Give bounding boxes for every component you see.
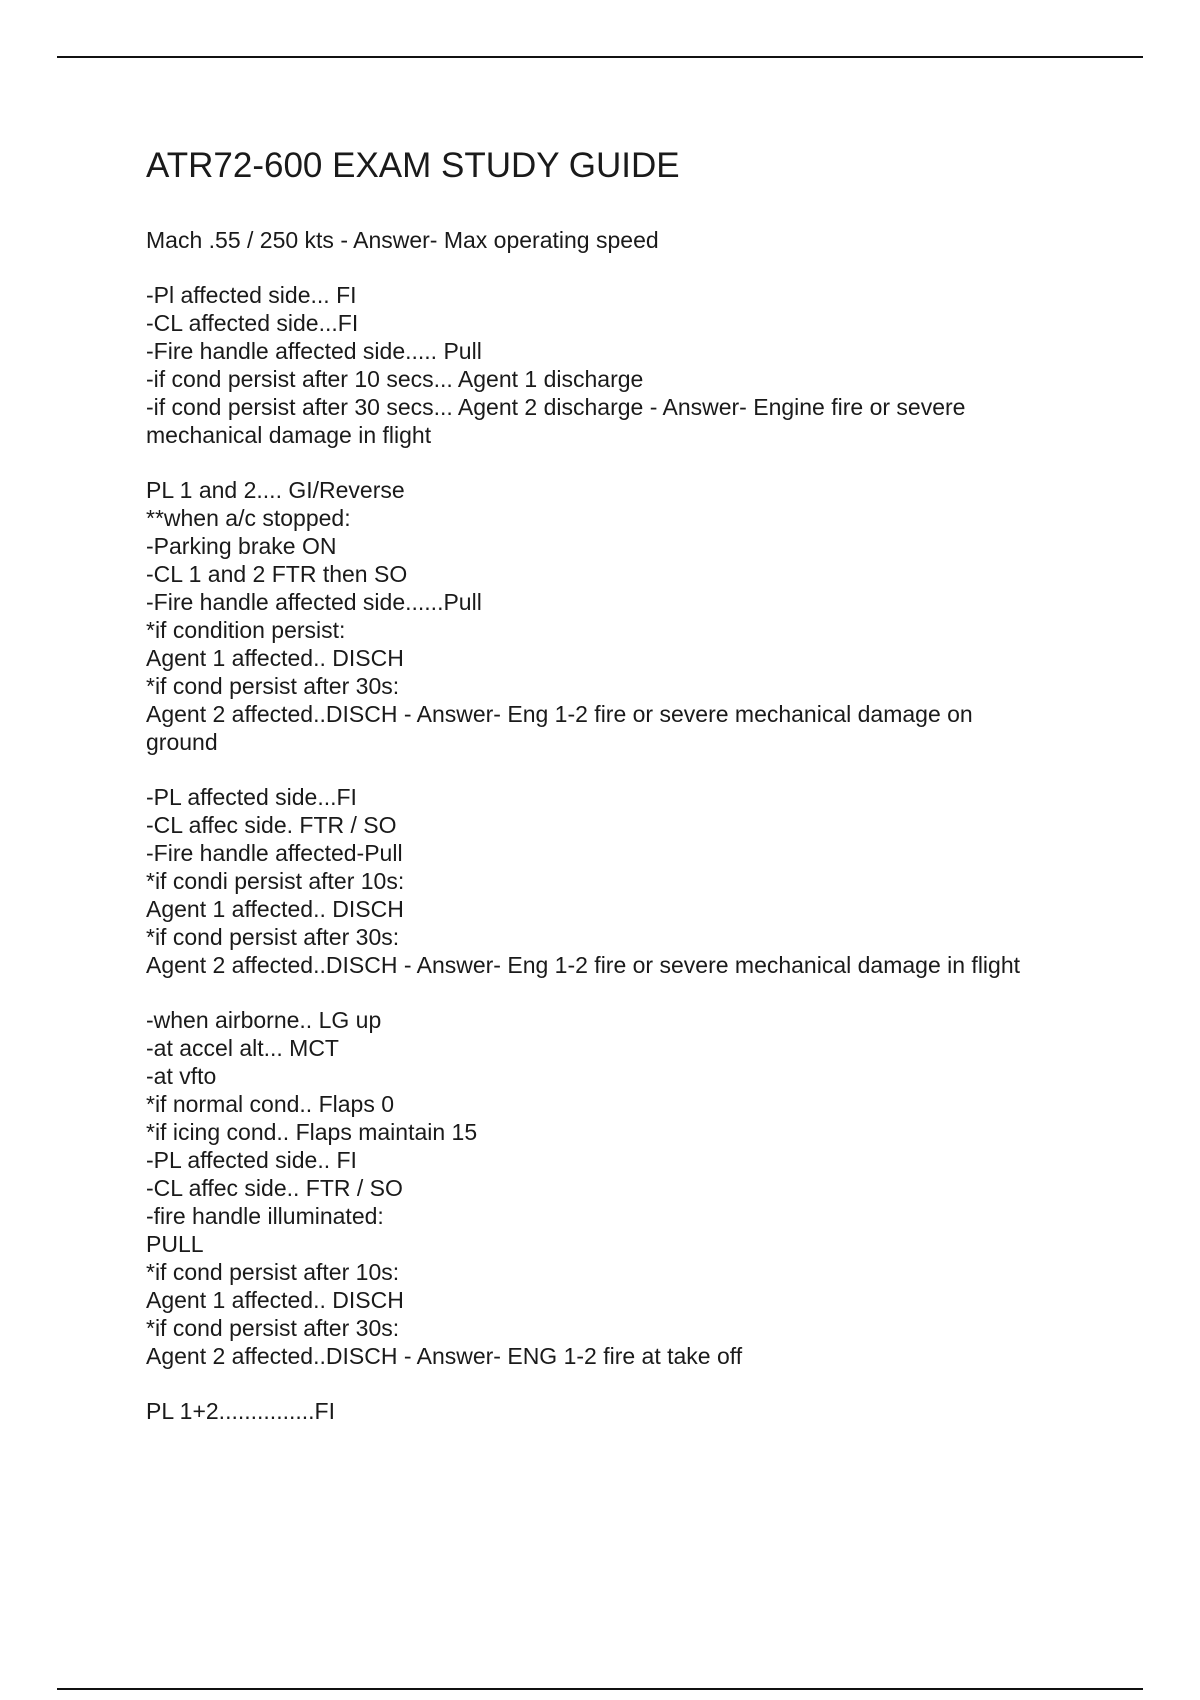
qa-block	[146, 281, 1096, 449]
qa-block	[146, 783, 1096, 979]
block-spacer	[146, 979, 1096, 1006]
text-line: *if cond persist after 30s:	[146, 673, 400, 699]
block-spacer	[146, 449, 1096, 476]
text-line: *if icing cond.. Flaps maintain 15	[146, 1119, 478, 1145]
qa-block	[146, 1397, 1096, 1425]
text-line: PULL	[146, 1231, 204, 1257]
text-line: mechanical damage in flight	[146, 422, 432, 448]
page-title: ATR72-600 EXAM STUDY GUIDE	[146, 146, 680, 185]
text-line: -CL affected side...FI	[146, 310, 359, 336]
top-divider	[57, 56, 1143, 58]
text-line: -when airborne.. LG up	[146, 1007, 382, 1033]
text-line: *if normal cond.. Flaps 0	[146, 1091, 395, 1117]
document-body	[146, 226, 1096, 1425]
text-line: PL 1+2...............FI	[146, 1398, 335, 1424]
qa-block	[146, 1006, 1096, 1370]
qa-block	[146, 476, 1096, 756]
text-line: -at accel alt... MCT	[146, 1035, 339, 1061]
text-line: -Fire handle affected side..... Pull	[146, 338, 482, 364]
text-line: ground	[146, 729, 218, 755]
text-line: -CL 1 and 2 FTR then SO	[146, 561, 408, 587]
text-line: Agent 2 affected..DISCH - Answer- ENG 1-2 fire at take off	[146, 1343, 743, 1369]
text-line: *if cond persist after 10s:	[146, 1259, 400, 1285]
text-line: PL 1 and 2.... GI/Reverse	[146, 477, 405, 503]
text-line: Mach .55 / 250 kts - Answer- Max operating speed	[146, 227, 659, 253]
bottom-divider	[57, 1688, 1143, 1690]
text-line: Agent 1 affected.. DISCH	[146, 896, 404, 922]
text-line: -Parking brake ON	[146, 533, 337, 559]
text-line: -CL affec side. FTR / SO	[146, 812, 397, 838]
text-line: -fire handle illuminated:	[146, 1203, 384, 1229]
text-line: **when a/c stopped:	[146, 505, 351, 531]
text-line: -Pl affected side... FI	[146, 282, 357, 308]
text-line: Agent 2 affected..DISCH - Answer- Eng 1-2 fire or severe mechanical damage in flight	[146, 952, 1021, 978]
text-line: -if cond persist after 30 secs... Agent 2 discharge - Answer- Engine fire or severe	[146, 394, 966, 420]
text-line: -PL affected side.. FI	[146, 1147, 357, 1173]
text-line: Agent 1 affected.. DISCH	[146, 1287, 404, 1313]
block-spacer	[146, 254, 1096, 281]
text-line: *if condi persist after 10s:	[146, 868, 405, 894]
text-line: *if cond persist after 30s:	[146, 924, 400, 950]
text-line: -at vfto	[146, 1063, 217, 1089]
block-spacer	[146, 1370, 1096, 1397]
qa-block	[146, 226, 1096, 254]
text-line: -Fire handle affected-Pull	[146, 840, 403, 866]
text-line: -Fire handle affected side......Pull	[146, 589, 482, 615]
text-line: *if cond persist after 30s:	[146, 1315, 400, 1341]
text-line: -if cond persist after 10 secs... Agent 1 discharge	[146, 366, 644, 392]
text-line: -CL affec side.. FTR / SO	[146, 1175, 403, 1201]
text-line: -PL affected side...FI	[146, 784, 357, 810]
text-line: *if condition persist:	[146, 617, 346, 643]
block-spacer	[146, 756, 1096, 783]
text-line: Agent 1 affected.. DISCH	[146, 645, 404, 671]
text-line: Agent 2 affected..DISCH - Answer- Eng 1-2 fire or severe mechanical damage on	[146, 701, 973, 727]
